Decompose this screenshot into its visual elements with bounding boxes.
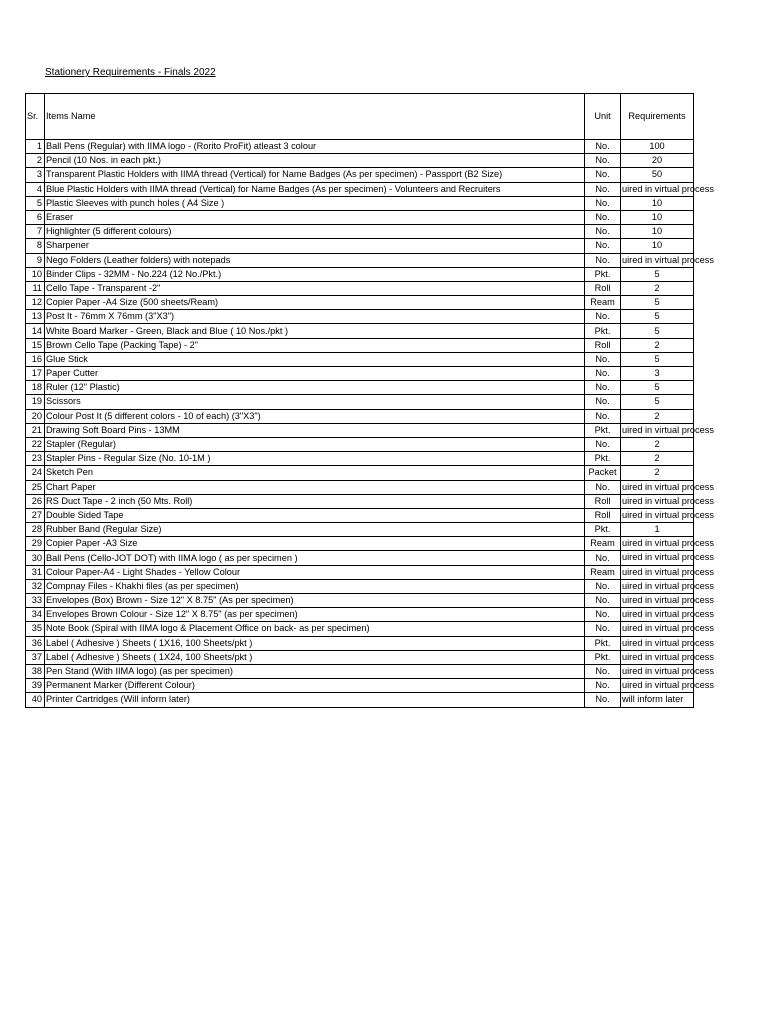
cell-requirements	[621, 225, 694, 239]
cell-unit: No.	[585, 367, 621, 381]
table-row	[26, 551, 694, 565]
table-row	[26, 281, 694, 295]
cell-requirements	[621, 296, 694, 310]
cell-requirements-text: 2	[654, 339, 660, 350]
cell-requirements-text: 5	[654, 268, 660, 279]
cell-unit: Ream	[585, 296, 621, 310]
cell-unit: No.	[585, 395, 621, 409]
cell-item-name: Brown Cello Tape (Packing Tape) - 2"	[45, 338, 585, 352]
cell-requirements-text: 20	[651, 155, 663, 166]
cell-requirements	[621, 679, 714, 693]
cell-unit: No.	[585, 154, 621, 168]
cell-requirements	[621, 239, 694, 253]
table-body	[26, 140, 714, 708]
table-row	[26, 636, 694, 650]
cell-sr: 24	[26, 466, 45, 480]
cell-unit: No.	[585, 622, 621, 636]
cell-requirements-text: uired in virtual process	[622, 637, 714, 648]
cell-requirements-text: 5	[654, 297, 660, 308]
cell-requirements	[621, 565, 714, 579]
cell-unit: Roll	[585, 494, 621, 508]
cell-sr: 14	[26, 324, 45, 338]
cell-requirements-text: uired in virtual process	[622, 623, 714, 634]
cell-item-name: Post It - 76mm X 76mm (3"X3")	[45, 310, 585, 324]
cell-requirements-text: uired in virtual process	[622, 609, 714, 620]
cell-sr: 40	[26, 693, 45, 707]
cell-unit: No.	[585, 352, 621, 366]
cell-item-name: Envelopes (Box) Brown - Size 12" X 8.75" (As per specimen)	[45, 594, 585, 608]
cell-item-name: Permanent Marker (Different Colour)	[45, 679, 585, 693]
cell-requirements	[621, 367, 694, 381]
cell-sr: 21	[26, 423, 45, 437]
cell-requirements	[621, 523, 694, 537]
cell-item-name: Colour Paper-A4 - Light Shades - Yellow Colour	[45, 565, 585, 579]
table-row	[26, 452, 694, 466]
cell-item-name: Eraser	[45, 210, 585, 224]
table-row	[26, 594, 694, 608]
cell-sr: 38	[26, 664, 45, 678]
table-row	[26, 579, 694, 593]
cell-unit: No.	[585, 551, 621, 565]
cell-unit: Pkt.	[585, 650, 621, 664]
cell-requirements	[621, 508, 714, 522]
table-row	[26, 650, 694, 664]
table-row	[26, 693, 694, 707]
cell-item-name: Glue Stick	[45, 352, 585, 366]
cell-unit: Pkt.	[585, 324, 621, 338]
cell-requirements	[621, 381, 694, 395]
cell-item-name: Pen Stand (With IIMA logo) (as per specimen)	[45, 664, 585, 678]
header-sr: Sr.	[26, 94, 45, 140]
cell-sr: 16	[26, 352, 45, 366]
cell-requirements	[621, 650, 714, 664]
cell-unit: No.	[585, 182, 621, 196]
cell-item-name: Drawing Soft Board Pins - 13MM	[45, 423, 585, 437]
cell-requirements-text: 1	[654, 524, 660, 535]
cell-item-name: Transparent Plastic Holders with IIMA thread (Vertical) for Name Badges (As per specimen) - Passport (B2 Size)	[45, 168, 585, 182]
table-row	[26, 565, 694, 579]
cell-sr: 29	[26, 537, 45, 551]
table-row	[26, 182, 694, 196]
cell-item-name: Envelopes Brown Colour - Size 12" X 8.75" (as per specimen)	[45, 608, 585, 622]
cell-item-name: White Board Marker - Green, Black and Blue ( 10 Nos./pkt )	[45, 324, 585, 338]
cell-item-name: RS Duct Tape - 2 inch (50 Mts. Roll)	[45, 494, 585, 508]
cell-requirements	[621, 324, 694, 338]
cell-sr: 25	[26, 480, 45, 494]
cell-sr: 1	[26, 140, 45, 154]
table-row	[26, 253, 694, 267]
table-row	[26, 622, 694, 636]
cell-unit: No.	[585, 239, 621, 253]
cell-item-name: Copier Paper -A3 Size	[45, 537, 585, 551]
table-row	[26, 679, 694, 693]
cell-unit: No.	[585, 679, 621, 693]
cell-item-name: Sharpener	[45, 239, 585, 253]
cell-requirements-text: uired in virtual process	[622, 552, 714, 563]
cell-item-name: Sketch Pen	[45, 466, 585, 480]
cell-item-name: Blue Plastic Holders with IIMA thread (Vertical) for Name Badges (As per specimen) - Volunteers and Recruiters	[45, 182, 585, 196]
table-row	[26, 480, 694, 494]
cell-unit: Ream	[585, 537, 621, 551]
cell-requirements	[621, 210, 694, 224]
cell-sr: 27	[26, 508, 45, 522]
cell-requirements-text: uired in virtual process	[622, 665, 714, 676]
cell-unit: Pkt.	[585, 523, 621, 537]
cell-sr: 17	[26, 367, 45, 381]
cell-requirements-text: uired in virtual process	[622, 538, 714, 549]
cell-sr: 33	[26, 594, 45, 608]
table-row	[26, 267, 694, 281]
cell-item-name: Ruler (12" Plastic)	[45, 381, 585, 395]
table-row	[26, 395, 694, 409]
cell-requirements-text: 100	[649, 141, 665, 152]
cell-sr: 26	[26, 494, 45, 508]
table-row	[26, 409, 694, 423]
cell-unit: No.	[585, 253, 621, 267]
cell-unit: No.	[585, 664, 621, 678]
table-row	[26, 494, 694, 508]
cell-sr: 35	[26, 622, 45, 636]
cell-requirements	[621, 551, 714, 565]
cell-item-name: Ball Pens (Regular) with IIMA logo - (Rorito ProFit) atleast 3 colour	[45, 140, 585, 154]
table-row	[26, 338, 694, 352]
table-row	[26, 225, 694, 239]
table-row	[26, 537, 694, 551]
cell-requirements-text: uired in virtual process	[622, 424, 714, 435]
cell-sr: 4	[26, 182, 45, 196]
cell-unit: No.	[585, 480, 621, 494]
cell-requirements-text: 2	[654, 439, 660, 450]
cell-requirements-text: uired in virtual process	[622, 595, 714, 605]
cell-requirements	[621, 409, 694, 423]
cell-item-name: Plastic Sleeves with punch holes ( A4 Size )	[45, 196, 585, 210]
cell-sr: 30	[26, 551, 45, 565]
cell-requirements	[621, 693, 694, 707]
cell-sr: 13	[26, 310, 45, 324]
cell-requirements-text: 5	[654, 325, 660, 336]
cell-item-name: Ball Pens (Cello-JOT DOT) with IIMA logo ( as per specimen )	[45, 551, 585, 565]
cell-requirements-text: uired in virtual process	[622, 481, 714, 492]
cell-sr: 20	[26, 409, 45, 423]
cell-requirements	[621, 608, 714, 622]
cell-requirements	[621, 395, 694, 409]
cell-unit: No.	[585, 168, 621, 182]
cell-requirements	[621, 437, 694, 451]
cell-requirements	[621, 168, 694, 182]
cell-requirements-text: 10	[651, 226, 663, 237]
table-row	[26, 154, 694, 168]
cell-item-name: Rubber Band (Regular Size)	[45, 523, 585, 537]
cell-unit: No.	[585, 140, 621, 154]
cell-unit: Pkt.	[585, 636, 621, 650]
table-row	[26, 140, 694, 154]
table-row	[26, 664, 694, 678]
cell-unit: Pkt.	[585, 452, 621, 466]
cell-requirements	[621, 196, 694, 210]
header-item-name: Items Name	[45, 94, 585, 140]
cell-sr: 7	[26, 225, 45, 239]
cell-item-name: Colour Post It (5 different colors - 10 of each) (3"X3")	[45, 409, 585, 423]
cell-item-name: Stapler (Regular)	[45, 437, 585, 451]
cell-requirements-text: uired in virtual process	[622, 254, 714, 265]
cell-item-name: Paper Cutter	[45, 367, 585, 381]
cell-item-name: Chart Paper	[45, 480, 585, 494]
cell-sr: 37	[26, 650, 45, 664]
cell-sr: 18	[26, 381, 45, 395]
cell-sr: 28	[26, 523, 45, 537]
table-row	[26, 437, 694, 451]
cell-item-name: Copier Paper -A4 Size (500 sheets/Ream)	[45, 296, 585, 310]
cell-unit: No.	[585, 196, 621, 210]
cell-requirements-text: uired in virtual process	[622, 509, 714, 520]
table-row	[26, 523, 694, 537]
cell-requirements	[621, 154, 694, 168]
cell-requirements-text: 10	[651, 240, 663, 251]
cell-requirements	[621, 664, 714, 678]
cell-item-name: Label ( Adhesive ) Sheets ( 1X16, 100 Sheets/pkt )	[45, 636, 585, 650]
cell-sr: 32	[26, 579, 45, 593]
header-row	[26, 94, 694, 140]
cell-unit: No.	[585, 594, 621, 608]
cell-requirements-text: 3	[654, 368, 660, 379]
cell-requirements	[621, 466, 694, 480]
cell-item-name: Cello Tape - Transparent -2"	[45, 281, 585, 295]
cell-unit: Pkt.	[585, 267, 621, 281]
cell-requirements-text: uired in virtual process	[622, 651, 714, 662]
cell-unit: No.	[585, 210, 621, 224]
cell-requirements	[621, 636, 714, 650]
cell-unit: Roll	[585, 338, 621, 352]
cell-item-name: Nego Folders (Leather folders) with notepads	[45, 253, 585, 267]
cell-sr: 15	[26, 338, 45, 352]
cell-requirements	[621, 594, 714, 608]
cell-requirements-text: 2	[654, 467, 660, 478]
cell-requirements-text: 5	[654, 353, 660, 364]
table-row	[26, 608, 694, 622]
cell-requirements-text: 2	[654, 282, 660, 293]
cell-unit: Ream	[585, 565, 621, 579]
cell-unit: No.	[585, 693, 621, 707]
cell-unit: Packet	[585, 466, 621, 480]
table-row	[26, 423, 694, 437]
cell-sr: 39	[26, 679, 45, 693]
table-row	[26, 367, 694, 381]
cell-requirements	[621, 423, 714, 437]
cell-sr: 2	[26, 154, 45, 168]
cell-sr: 3	[26, 168, 45, 182]
cell-sr: 23	[26, 452, 45, 466]
cell-requirements-text: uired in virtual process	[622, 566, 714, 577]
cell-requirements-text: 10	[651, 212, 663, 223]
page-title: Stationery Requirements - Finals 2022	[45, 67, 216, 78]
table-row	[26, 381, 694, 395]
table-row	[26, 324, 694, 338]
cell-item-name: Printer Cartridges (Will inform later)	[45, 693, 585, 707]
cell-requirements	[621, 281, 694, 295]
header-unit: Unit	[585, 94, 621, 140]
cell-requirements	[621, 352, 694, 366]
cell-requirements-text: 2	[654, 410, 660, 421]
cell-unit: No.	[585, 437, 621, 451]
cell-item-name: Pencil (10 Nos. in each pkt.)	[45, 154, 585, 168]
cell-requirements-text: 10	[651, 197, 663, 208]
cell-sr: 36	[26, 636, 45, 650]
table-row	[26, 239, 694, 253]
cell-requirements-text: 2	[654, 453, 660, 464]
cell-item-name: Double Sided Tape	[45, 508, 585, 522]
cell-unit: No.	[585, 579, 621, 593]
cell-requirements	[621, 267, 694, 281]
cell-requirements-text: 5	[654, 382, 660, 393]
cell-item-name: Note Book (Spiral with IIMA logo & Placement Office on back- as per specimen)	[45, 622, 585, 636]
cell-sr: 22	[26, 437, 45, 451]
table-header	[26, 94, 694, 140]
cell-unit: No.	[585, 310, 621, 324]
cell-requirements	[621, 579, 714, 593]
cell-item-name: Highlighter (5 different colours)	[45, 225, 585, 239]
cell-sr: 31	[26, 565, 45, 579]
table-row	[26, 168, 694, 182]
cell-sr: 5	[26, 196, 45, 210]
table-row	[26, 296, 694, 310]
cell-requirements-text: uired in virtual process	[622, 580, 714, 591]
cell-sr: 9	[26, 253, 45, 267]
table-row	[26, 310, 694, 324]
cell-unit: Pkt.	[585, 423, 621, 437]
cell-requirements	[621, 253, 714, 267]
cell-item-name: Stapler Pins - Regular Size (No. 10-1M )	[45, 452, 585, 466]
cell-requirements	[621, 140, 694, 154]
cell-sr: 11	[26, 281, 45, 295]
cell-requirements-text: 50	[651, 169, 663, 180]
cell-item-name: Binder Clips - 32MM - No.224 (12 No./Pkt.)	[45, 267, 585, 281]
cell-unit: No.	[585, 225, 621, 239]
table-row	[26, 508, 694, 522]
cell-sr: 12	[26, 296, 45, 310]
cell-requirements	[621, 310, 694, 324]
cell-sr: 10	[26, 267, 45, 281]
cell-unit: No.	[585, 409, 621, 423]
cell-sr: 6	[26, 210, 45, 224]
cell-requirements-text: will inform later	[622, 694, 684, 705]
cell-requirements-text: uired in virtual process	[622, 183, 714, 194]
cell-unit: Roll	[585, 281, 621, 295]
cell-requirements-text: uired in virtual process	[622, 680, 714, 691]
cell-requirements-text: uired in virtual process	[622, 495, 714, 506]
cell-requirements	[621, 480, 714, 494]
cell-requirements	[621, 494, 714, 508]
table-row	[26, 466, 694, 480]
cell-item-name: Scissors	[45, 395, 585, 409]
cell-item-name: Compnay Files - Khakhi files (as per specimen)	[45, 579, 585, 593]
requirements-table	[25, 93, 714, 708]
cell-requirements-text: 5	[654, 396, 660, 407]
table-row	[26, 196, 694, 210]
cell-requirements	[621, 537, 714, 551]
cell-sr: 34	[26, 608, 45, 622]
cell-sr: 8	[26, 239, 45, 253]
cell-unit: Roll	[585, 508, 621, 522]
cell-unit: No.	[585, 381, 621, 395]
cell-requirements-text: 5	[654, 311, 660, 322]
table-row	[26, 352, 694, 366]
cell-requirements	[621, 452, 694, 466]
cell-requirements	[621, 182, 714, 196]
header-requirements: Requirements	[621, 94, 694, 140]
cell-requirements	[621, 338, 694, 352]
cell-requirements	[621, 622, 714, 636]
cell-sr: 19	[26, 395, 45, 409]
cell-item-name: Label ( Adhesive ) Sheets ( 1X24, 100 Sheets/pkt )	[45, 650, 585, 664]
table-row	[26, 210, 694, 224]
cell-unit: No.	[585, 608, 621, 622]
